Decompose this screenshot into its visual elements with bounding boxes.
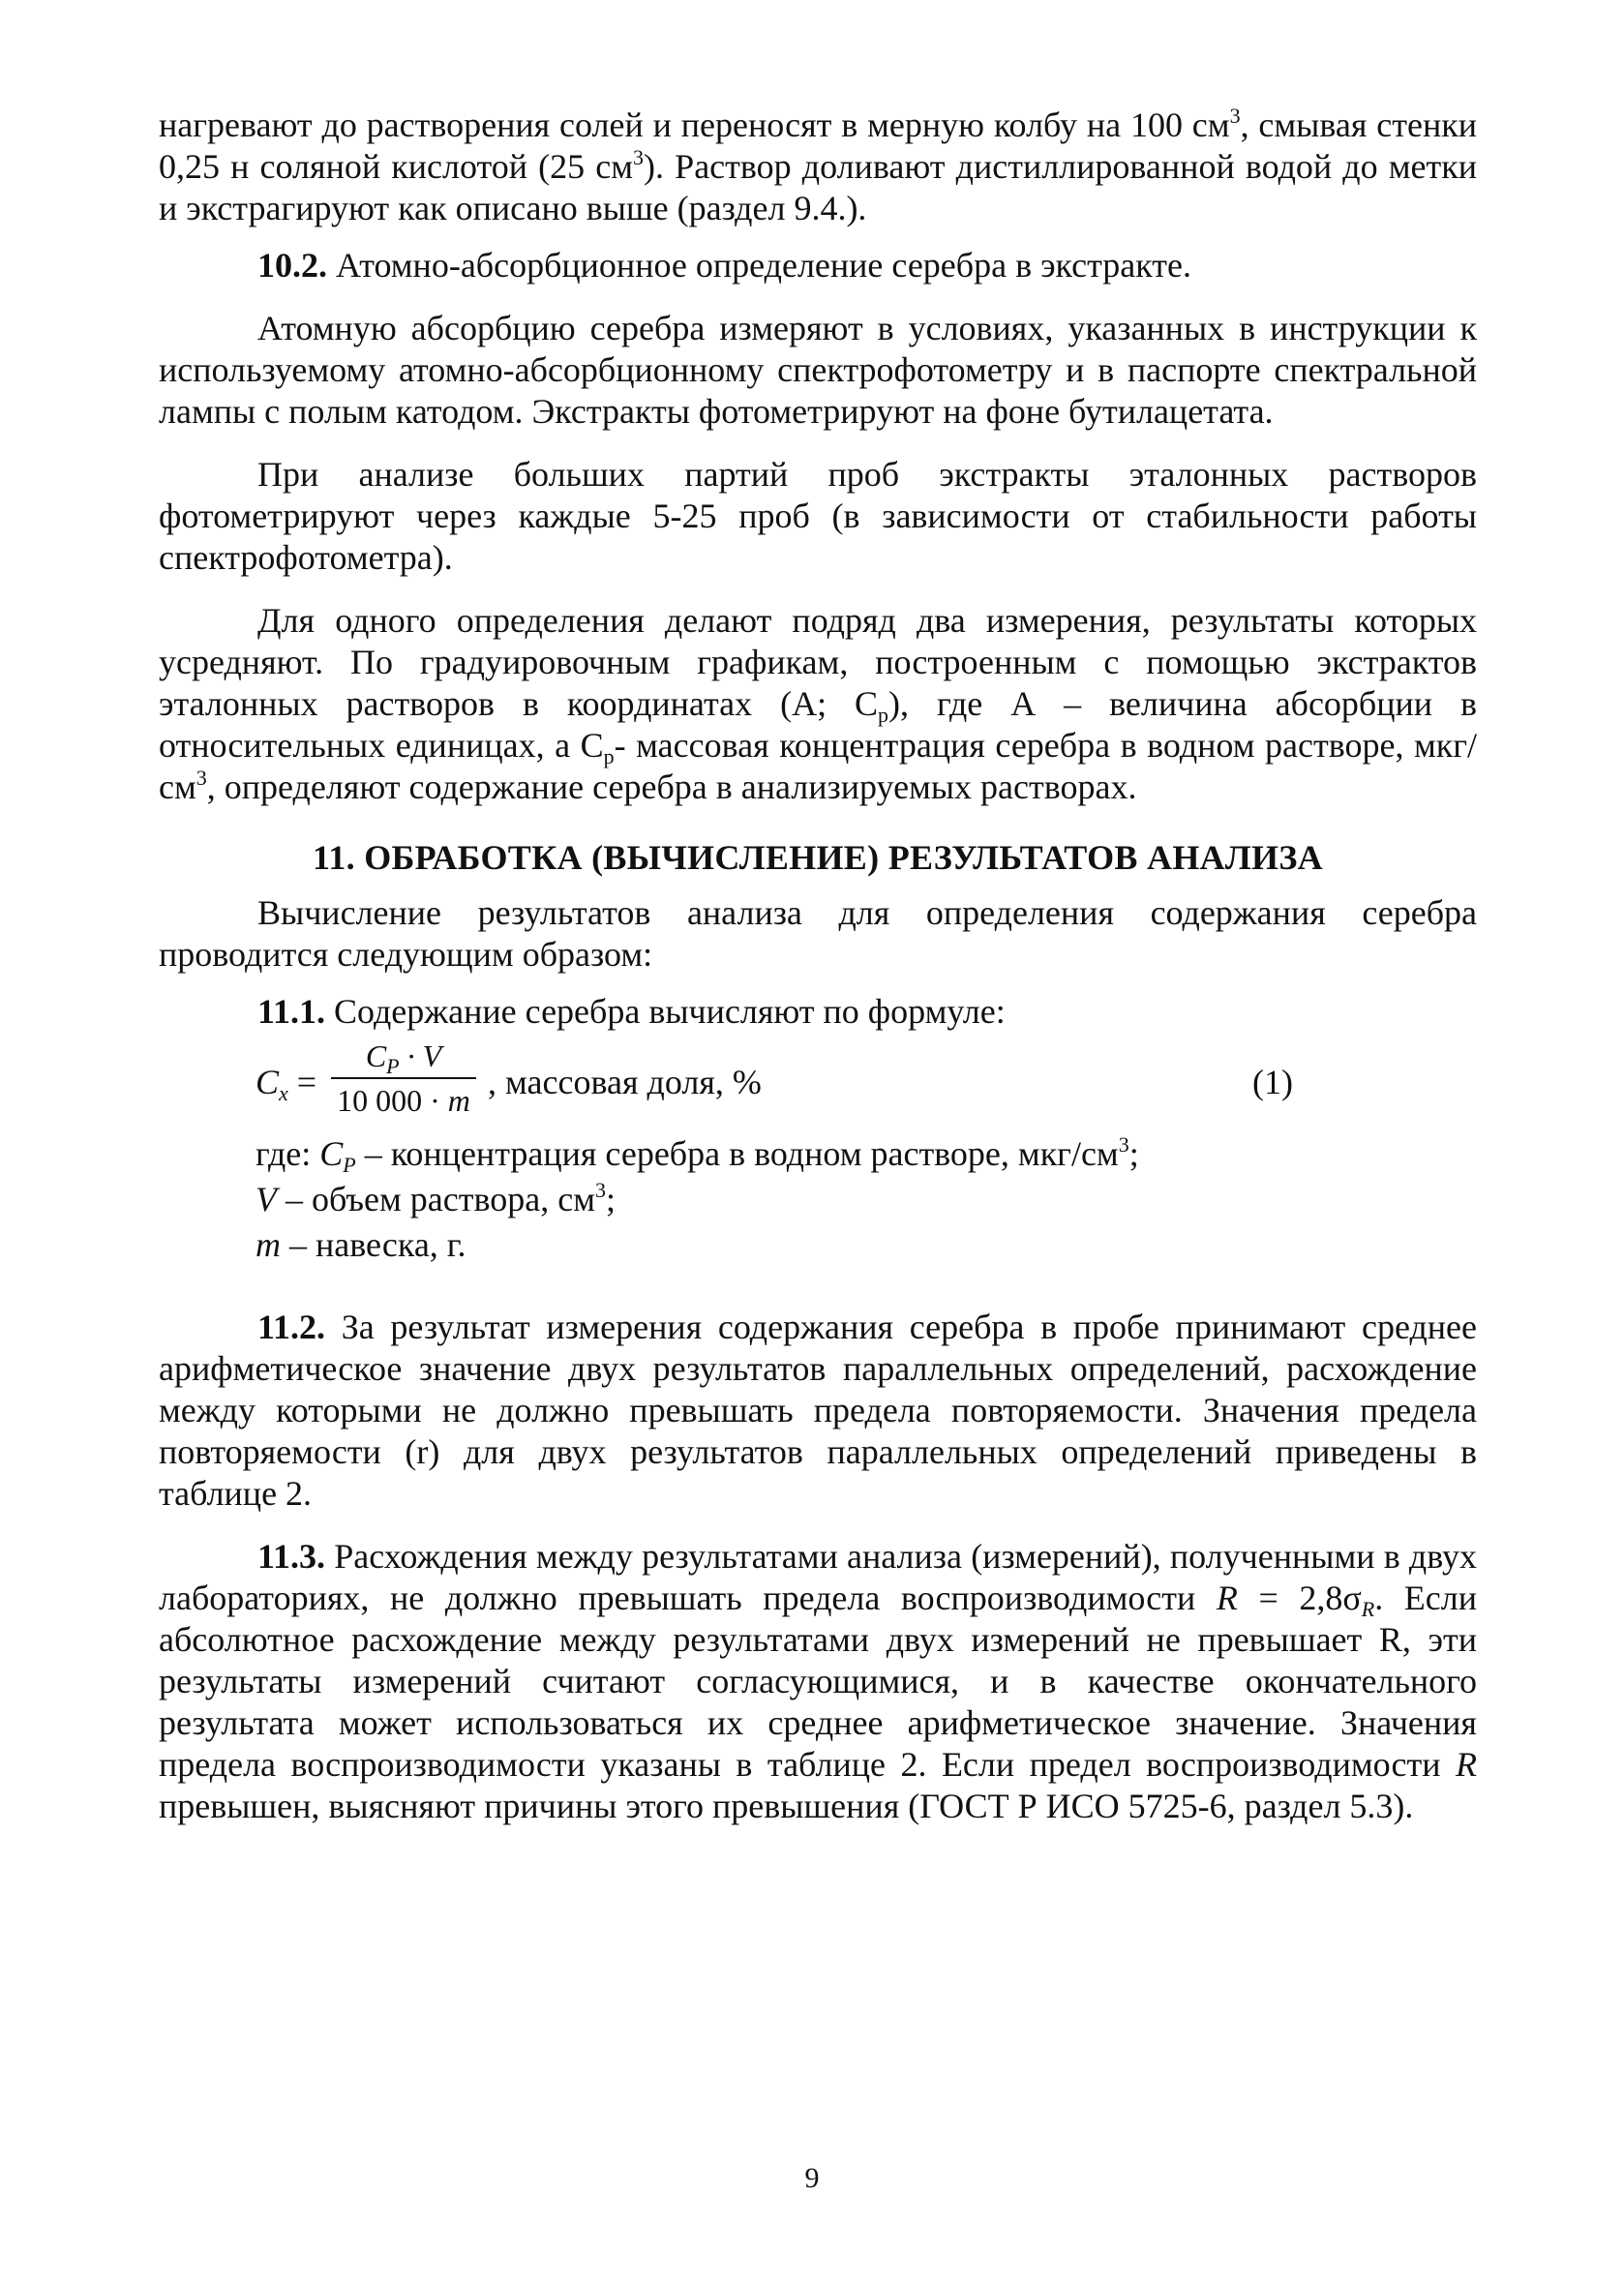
r-var: R <box>1456 1745 1477 1784</box>
den-main: 10 000 · <box>337 1083 448 1118</box>
num-subscript: P <box>386 1054 400 1078</box>
text-span: ). Раствор доливают дистиллированной водой до метки и экстрагируют как описано выше (раздел 9.4.). <box>159 147 1477 227</box>
batches-paragraph: При анализе больших партий проб экстракты эталонных растворов фотометрируют через каждые 5-25 проб (в зависимости от стабильности работы спектрофотометра). <box>159 455 1477 577</box>
den-var: m <box>447 1083 470 1118</box>
section-title-text: Содержание серебра вычисляют по формуле: <box>325 992 1006 1031</box>
def-prefix: где: <box>256 1134 320 1173</box>
text-span: , определяют содержание серебра в анализируемых растворах. <box>206 767 1137 806</box>
def-subscript: P <box>343 1153 356 1177</box>
text-span: , смывая стенки 0,25 н соляной кислотой (25 см <box>159 105 1477 186</box>
formula-lhs <box>256 1062 316 1103</box>
document-page <box>159 105 1477 1827</box>
text-span: Для одного определения делают подряд два измерения, результаты которых усредняют. По градуировочным графикам, построенным с помощью экстрактов эталонных растворов в координатах (А; С <box>159 601 1477 723</box>
def-text: – концентрация серебра в водном растворе, мкг/см <box>355 1134 1119 1173</box>
superscript: 3 <box>594 1178 606 1202</box>
section-10-2-title <box>159 245 1477 286</box>
definition-cp <box>256 1131 1477 1177</box>
formula <box>256 1037 1477 1129</box>
section-number: 11.3. <box>257 1537 326 1576</box>
lhs-subscript: x <box>279 1081 288 1105</box>
intro-paragraph <box>159 105 1477 229</box>
r-equation: = 2,8σ <box>1237 1579 1362 1617</box>
section-11-1-title <box>159 991 1477 1033</box>
formula-definitions <box>256 1131 1477 1268</box>
num-rest: · V <box>399 1038 442 1073</box>
text-span: - массовая концентрация серебра в водном растворе, мкг/см <box>159 726 1478 806</box>
page-number: 9 <box>804 2162 820 2194</box>
section-number: 11.2. <box>257 1308 326 1346</box>
lhs-var: C <box>256 1063 280 1101</box>
section-text: Расхождения между результатами анализа (измерений), полученными в двух лабораториях, не должно превышать предела воспроизводимости <box>159 1537 1477 1617</box>
definition-m <box>256 1222 1477 1268</box>
fraction-bar <box>331 1077 476 1079</box>
superscript: 3 <box>633 145 645 169</box>
def-end: ; <box>605 1180 616 1218</box>
subscript: р <box>878 703 889 727</box>
section-text: За результат измерения содержания серебра в пробе принимают среднее арифметическое значение двух результатов параллельных определений, расхождение между которыми не должно превышать предела повторяемости. Значения предела повторяемости (r) для двух результатов параллельных определений приведены в таблице 2. <box>159 1308 1477 1513</box>
def-text: – объем раствора, см <box>277 1180 595 1218</box>
text-span: ), где А – величина абсорбции в относительных единицах, а С <box>159 684 1477 765</box>
section-title-text: Атомно-абсорбционное определение серебра в экстракте. <box>327 246 1191 285</box>
section-text: превышен, выясняют причины этого превышения (ГОСТ Р ИСО 5725-6, раздел 5.3). <box>159 1787 1414 1825</box>
section-text: . Если абсолютное расхождение между результатами двух измерений не превышает R, эти результаты измерений считают согласующимися, и в качестве окончательного результата может использоваться их среднее арифметическое значение. Значения предела воспроизводимости указаны в таблице 2. Если предел воспроизводимости <box>159 1579 1477 1784</box>
fraction-denominator <box>331 1081 476 1120</box>
section-11-3-paragraph <box>159 1536 1477 1827</box>
def-var: m <box>256 1225 281 1264</box>
section-number: 11.1. <box>257 992 326 1031</box>
fraction-numerator <box>331 1037 476 1078</box>
formula-description: , массовая доля, % <box>488 1063 762 1101</box>
text-span: нагревают до растворения солей и переносят в мерную колбу на 100 см <box>159 105 1230 144</box>
r-subscript: R <box>1361 1597 1375 1621</box>
measurement-paragraph <box>159 600 1477 808</box>
def-end: ; <box>1128 1134 1139 1173</box>
r-var: R <box>1216 1579 1238 1617</box>
calculation-paragraph: Вычисление результатов анализа для определения содержания серебра проводится следующим образом: <box>159 893 1477 974</box>
def-var: V <box>256 1180 277 1218</box>
formula-number: (1) <box>1252 1063 1293 1101</box>
num-var: C <box>365 1038 387 1073</box>
equals-sign: = <box>287 1063 317 1101</box>
def-text: – навеска, г. <box>281 1225 466 1264</box>
section-11-2-paragraph <box>159 1307 1477 1515</box>
subscript: р <box>603 744 615 768</box>
superscript: 3 <box>1229 104 1241 128</box>
formula-fraction <box>331 1037 476 1120</box>
section-11-heading: 11. ОБРАБОТКА (ВЫЧИСЛЕНИЕ) РЕЗУЛЬТАТОВ АНАЛИЗА <box>313 838 1323 877</box>
superscript: 3 <box>195 766 207 790</box>
atomic-absorption-paragraph: Атомную абсорбцию серебра измеряют в условиях, указанных в инструкции к используемому атомно-абсорбционному спектрофотометру и в паспорте спектральной лампы с полым катодом. Экстракты фотометрируют на фоне бутилацетата. <box>159 309 1477 431</box>
superscript: 3 <box>1118 1132 1129 1157</box>
definition-v <box>256 1177 1477 1222</box>
section-number: 10.2. <box>257 246 327 285</box>
def-var: C <box>319 1134 344 1173</box>
